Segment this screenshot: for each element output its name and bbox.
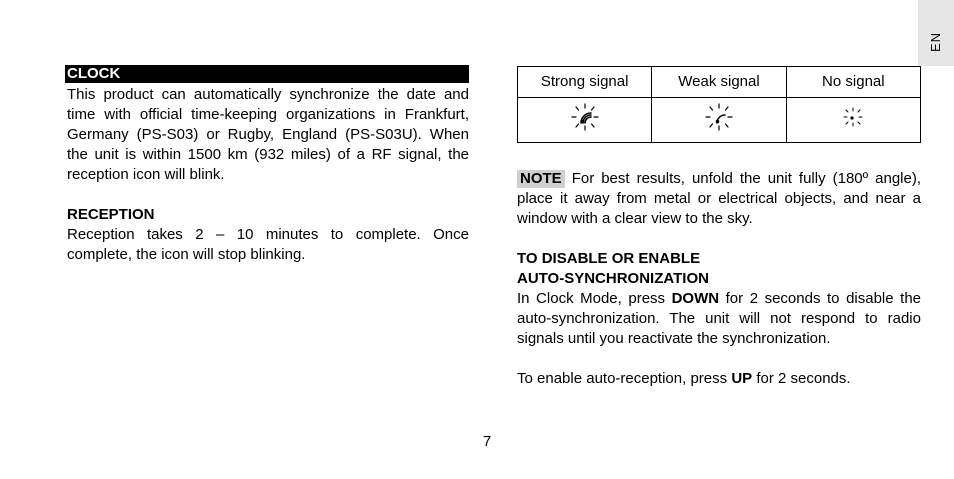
note-paragraph	[517, 169, 921, 229]
disable-text-post: for 2 seconds to disable the auto-synchronization. The unit will not respond to radio signals until you reactivate the synchronization.	[517, 290, 921, 347]
reception-heading: RECEPTION	[67, 206, 155, 223]
signal-header-none: No signal	[786, 67, 920, 98]
left-column	[65, 65, 469, 265]
disable-text-pre: In Clock Mode, press	[517, 290, 672, 307]
clock-heading: CLOCK	[65, 65, 469, 83]
language-tab-label: EN	[928, 31, 943, 52]
note-text: For best results, unfold the unit fully (180º angle), place it away from metal or electrical objects, and near a window with a clear view to the sky.	[517, 170, 921, 227]
signal-none-icon	[841, 105, 865, 129]
note-label: NOTE	[517, 170, 565, 188]
disable-heading-line1: TO DISABLE OR ENABLE	[517, 250, 701, 267]
language-tab	[918, 0, 954, 66]
disable-paragraph	[517, 289, 921, 349]
enable-text-pre: To enable auto-reception, press	[517, 370, 732, 387]
signal-table	[517, 66, 921, 143]
right-column	[517, 66, 921, 389]
disable-heading-line2: AUTO-SYNCHRONIZATION	[517, 270, 709, 287]
enable-paragraph	[517, 369, 921, 389]
up-key-label: UP	[731, 370, 753, 387]
signal-weak-icon	[704, 102, 734, 132]
signal-header-strong: Strong signal	[518, 67, 652, 98]
signal-header-weak: Weak signal	[652, 67, 786, 98]
page-number-label: 7	[482, 433, 492, 450]
reception-paragraph: Reception takes 2 – 10 minutes to complete. Once complete, the icon will stop blinking.	[67, 226, 469, 263]
clock-paragraph: This product can automatically synchronize the date and time with official time-keeping organizations in Frankfurt, Germany (PS-S03) or Rugby, England (PS-S03U). When the unit is within 1500 km (932 miles) of a RF signal, the reception icon will blink.	[67, 86, 469, 183]
down-key-label: DOWN	[671, 290, 720, 307]
signal-strong-icon	[570, 102, 600, 132]
page-number	[0, 432, 954, 452]
enable-text-post: for 2 seconds.	[752, 370, 851, 387]
